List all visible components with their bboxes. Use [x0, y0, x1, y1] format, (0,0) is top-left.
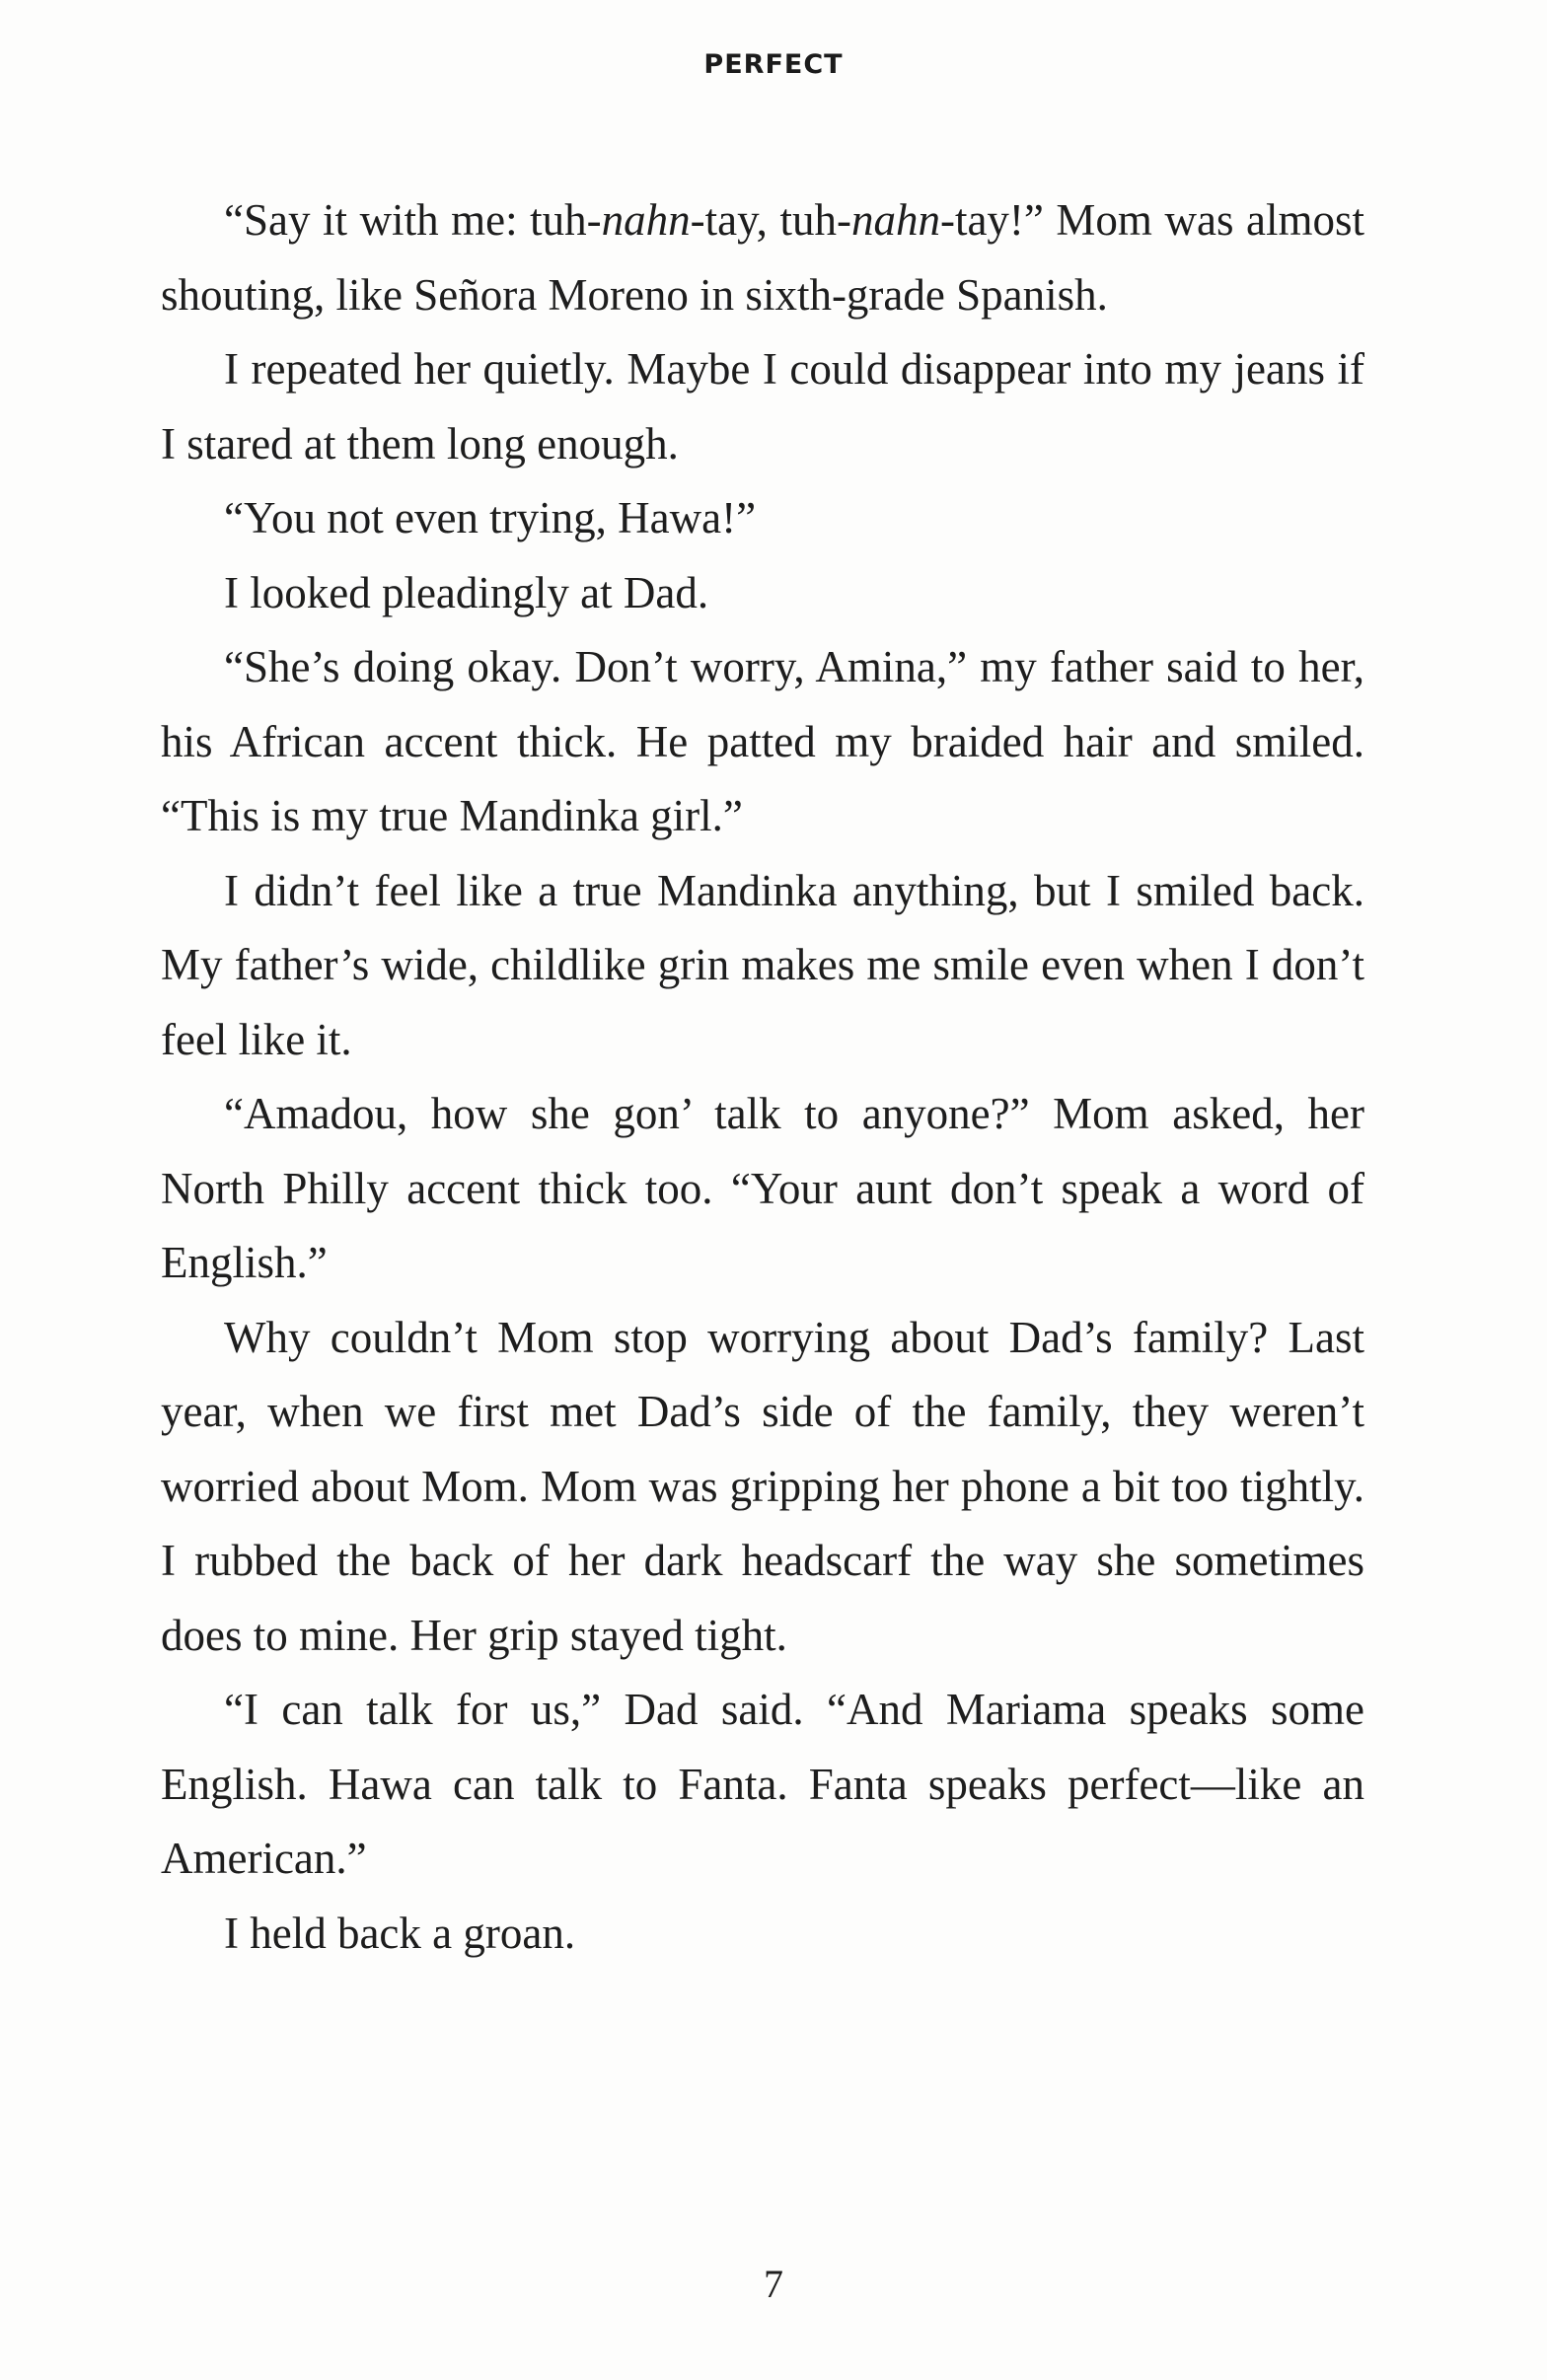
body-text: [161, 183, 1364, 1971]
text-run: I looked pleadingly at Dad.: [224, 567, 709, 617]
paragraph: [161, 183, 1364, 332]
text-run: “Amadou, how she gon’ talk to anyone?” Mom asked, her North Philly accent thick too. “Your aunt don’t speak a word of English.”: [161, 1089, 1364, 1287]
text-run: “Say it with me: tuh-: [224, 195, 602, 245]
paragraph: [161, 1301, 1364, 1674]
text-run: “You not even trying, Hawa!”: [224, 493, 757, 542]
paragraph: [161, 332, 1364, 481]
paragraph: [161, 1077, 1364, 1301]
paragraph: [161, 1673, 1364, 1897]
paragraph: [161, 854, 1364, 1078]
paragraph: [161, 630, 1364, 854]
text-run: -tay!” Mom was almost shouting, like Señora Moreno in sixth-grade Spanish.: [161, 195, 1364, 320]
italic-text: nahn: [601, 195, 691, 245]
paragraph: [161, 1897, 1364, 1972]
text-run: “I can talk for us,” Dad said. “And Mariama speaks some English. Hawa can talk to Fanta. Fanta speaks perfect—like an American.”: [161, 1685, 1364, 1883]
italic-text: nahn: [850, 195, 940, 245]
text-run: “She’s doing okay. Don’t worry, Amina,” my father said to her, his African accent thick. He patted my braided hair and smiled. “This is my true Mandinka girl.”: [161, 642, 1364, 840]
paragraph: [161, 556, 1364, 631]
page-number: 7: [764, 2262, 783, 2306]
paragraph: [161, 481, 1364, 556]
running-head: PERFECT: [703, 49, 844, 80]
text-run: Why couldn’t Mom stop worrying about Dad’s family? Last year, when we first met Dad’s side of the family, they weren’t worried about Mom. Mom was gripping her phone a bit too tightly. I rubbed the back of her dark headscarf the way she sometimes does to mine. Her grip stayed tight.: [161, 1312, 1364, 1660]
text-run: I held back a groan.: [224, 1908, 576, 1958]
text-run: I didn’t feel like a true Mandinka anything, but I smiled back. My father’s wide, childlike grin makes me smile even when I don’t feel like it.: [161, 865, 1364, 1064]
text-run: I repeated her quietly. Maybe I could disappear into my jeans if I stared at them long enough.: [161, 344, 1364, 469]
text-run: -tay, tuh-: [690, 195, 851, 245]
